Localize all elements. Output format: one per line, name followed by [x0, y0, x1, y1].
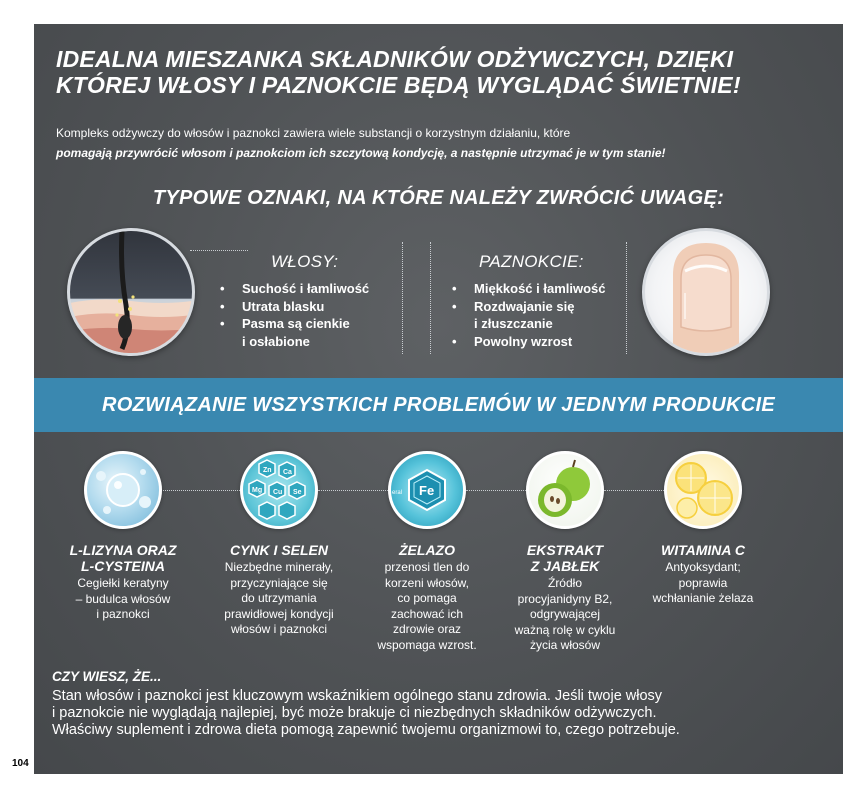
- connector-line: [604, 490, 664, 491]
- column-divider: [402, 242, 403, 354]
- ingredient-description: Źródło procyjanidyny B2, odgrywającej ważną rolę w cyklu życia włosów: [514, 576, 616, 652]
- headline-line-2: KTÓREJ WŁOSY I PAZNOKCIE BĘDĄ WYGLĄDAĆ ŚWIETNIE!: [56, 72, 741, 98]
- iron-image: [388, 451, 466, 529]
- copper-symbol: Cu: [273, 489, 283, 496]
- solution-banner: ROZWIĄZANIE WSZYSTKICH PROBLEMÓW W JEDNYM PRODUKCIE: [34, 378, 843, 432]
- fingernail-illustration: [645, 231, 767, 353]
- signs-section-title: TYPOWE OZNAKI, NA KTÓRE NALEŻY ZWRÓCIĆ UWAGĘ:: [152, 187, 725, 209]
- ingredient-description: Cegiełki keratyny – budulca włosów i paznokci: [75, 576, 171, 621]
- did-you-know-text: [52, 688, 832, 739]
- mineral-hexagons-icon: [243, 454, 315, 526]
- chalkboard-panel: [34, 24, 843, 774]
- lemon-slices-icon: [667, 454, 739, 526]
- list-item: • Powolny wzrost: [448, 333, 606, 351]
- did-you-know-line: i paznokcie nie wyglądają najlepiej, być może brakuje ci niezbędnych składników odżywczych.: [52, 705, 657, 721]
- list-item: • Pasma są cienkie: [216, 315, 369, 333]
- did-you-know-title: CZY WIESZ, ŻE...: [52, 669, 162, 684]
- connector-line: [466, 490, 526, 491]
- connector-line: [190, 250, 248, 251]
- mineral-fragment-label: eral: [392, 490, 403, 496]
- intro-text-line-1: Kompleks odżywczy do włosów i paznokci zawiera wiele substancji o korzystnym działaniu, które: [56, 126, 571, 140]
- list-item: • Suchość i łamliwość: [216, 280, 369, 298]
- did-you-know-line: Właściwy suplement i zdrowa dieta pomogą zapewnić twojemu organizmowi to, czego potrzebuje.: [52, 722, 680, 738]
- selenium-symbol: Se: [293, 489, 302, 496]
- intro-text-line-2: pomagają przywrócić włosom i paznokciom ich szczytową kondycję, a następnie utrzymać je w tym stanie!: [56, 146, 666, 160]
- ingredient-name: CYNK I SELEN: [229, 542, 328, 558]
- ingredient-name: L-LIZYNA ORAZ L-CYSTEINA: [69, 542, 177, 574]
- hair-signs-list: [216, 280, 369, 350]
- hair-follicle-illustration: [70, 231, 192, 353]
- fingernail-image: [642, 228, 770, 356]
- zinc-symbol: Zn: [263, 467, 272, 474]
- ingredient-name: EKSTRAKT Z JABŁEK: [526, 542, 604, 574]
- ingredient-description: Niezbędne minerały, przyczyniające się do utrzymania prawidłowej kondycji włosów i paznokci: [224, 560, 334, 636]
- ingredient-description: Antyoksydant; poprawia wchłanianie żelaza: [652, 560, 754, 605]
- list-item: • Rozdwajanie się: [448, 298, 606, 316]
- amino-acid-molecule-image: [84, 451, 162, 529]
- green-apple-icon: [529, 454, 601, 526]
- list-item: • Utrata blasku: [216, 298, 369, 316]
- ingredient-name: WITAMINA C: [661, 542, 745, 558]
- page-headline: [56, 46, 796, 98]
- connector-line: [318, 490, 388, 491]
- water-droplets-icon: [87, 454, 159, 526]
- iron-symbol: Fe: [419, 483, 435, 498]
- list-item: i osłabione: [242, 333, 310, 349]
- calcium-symbol: Ca: [283, 469, 292, 476]
- ingredient-name: ŻELAZO: [399, 542, 455, 558]
- iron-hexagon-icon: [391, 454, 463, 526]
- apple-extract-image: [526, 451, 604, 529]
- column-divider: [626, 242, 627, 354]
- did-you-know-line: Stan włosów i paznokci jest kluczowym wskaźnikiem ogólnego stanu zdrowia. Jeśli twoje włosy: [52, 688, 663, 704]
- hair-column-title: WŁOSY:: [271, 252, 339, 271]
- nails-column-title: PAZNOKCIE:: [479, 252, 584, 271]
- column-divider: [430, 242, 431, 354]
- list-item: • Miękkość i łamliwość: [448, 280, 606, 298]
- headline-line-1: IDEALNA MIESZANKA SKŁADNIKÓW ODŻYWCZYCH, DZIĘKI: [56, 46, 734, 72]
- hair-follicle-image: [67, 228, 195, 356]
- nails-signs-list: [448, 280, 606, 350]
- connector-line: [160, 490, 240, 491]
- list-item: i złuszczanie: [474, 316, 553, 331]
- minerals-image: [240, 451, 318, 529]
- ingredient-description: przenosi tlen do korzeni włosów, co pomaga zachować ich zdrowie oraz wspomaga wzrost.: [377, 560, 477, 652]
- magnesium-symbol: Mg: [252, 487, 263, 494]
- vitamin-c-image: [664, 451, 742, 529]
- page-number: 104: [12, 758, 29, 769]
